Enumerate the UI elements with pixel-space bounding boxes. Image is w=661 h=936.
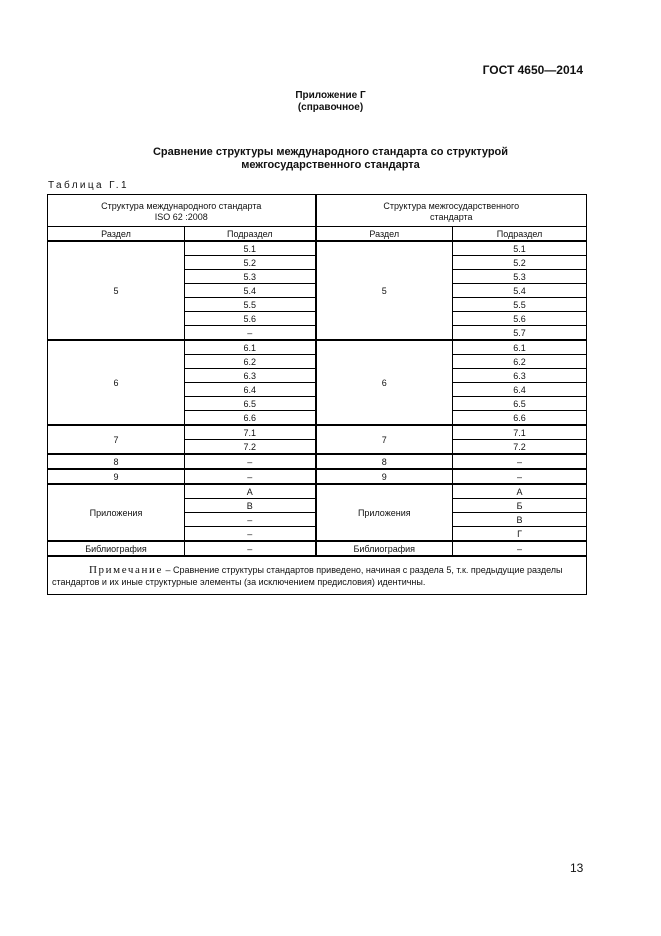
document-title-line2: межгосударственного стандарта bbox=[241, 159, 420, 171]
right-subsection-cell: 5.6 bbox=[453, 312, 587, 326]
table-column-header-row bbox=[48, 227, 587, 242]
left-subsection-cell: 6.1 bbox=[185, 340, 316, 355]
right-section-cell: 7 bbox=[316, 425, 453, 454]
right-subsection-cell: – bbox=[453, 541, 587, 556]
table-note-row bbox=[48, 556, 587, 595]
left-subsection-cell: 6.5 bbox=[185, 397, 316, 411]
right-subsection-column-header: Подраздел bbox=[453, 227, 587, 242]
annex-title: Приложение Г bbox=[295, 90, 366, 101]
note-lead: Примечание bbox=[89, 563, 163, 576]
right-subsection-cell: 5.5 bbox=[453, 298, 587, 312]
table-row bbox=[48, 454, 587, 469]
right-section-cell: 5 bbox=[316, 241, 453, 340]
left-subsection-cell: 6.4 bbox=[185, 383, 316, 397]
right-subsection-cell: В bbox=[453, 513, 587, 527]
document-code: ГОСТ 4650—2014 bbox=[482, 63, 583, 77]
left-section-cell: 7 bbox=[48, 425, 185, 454]
table-row bbox=[48, 241, 587, 256]
right-section-cell: 8 bbox=[316, 454, 453, 469]
left-subsection-cell: – bbox=[185, 469, 316, 484]
left-subsection-cell: 7.2 bbox=[185, 440, 316, 455]
left-section-cell: Приложения bbox=[48, 484, 185, 541]
table-header-row bbox=[48, 195, 587, 227]
table-row bbox=[48, 340, 587, 355]
annex-type: (справочное) bbox=[297, 102, 364, 113]
left-subsection-cell: – bbox=[185, 454, 316, 469]
right-subsection-cell: 6.1 bbox=[453, 340, 587, 355]
right-subsection-cell: 7.1 bbox=[453, 425, 587, 440]
left-section-cell: 9 bbox=[48, 469, 185, 484]
right-subsection-cell: 6.6 bbox=[453, 411, 587, 426]
left-subsection-cell: 5.5 bbox=[185, 298, 316, 312]
left-subsection-cell: В bbox=[185, 499, 316, 513]
left-subsection-cell: 6.6 bbox=[185, 411, 316, 426]
right-subsection-cell: Г bbox=[453, 527, 587, 542]
table-row bbox=[48, 484, 587, 499]
left-subsection-cell: 5.4 bbox=[185, 284, 316, 298]
right-subsection-cell: 5.1 bbox=[453, 241, 587, 256]
table-label: Таблица Г.1 bbox=[48, 180, 129, 191]
right-section-column-header: Раздел bbox=[316, 227, 453, 242]
left-header-line2: ISO 62 :2008 bbox=[154, 211, 208, 222]
right-subsection-cell: А bbox=[453, 484, 587, 499]
left-subsection-cell: 6.3 bbox=[185, 369, 316, 383]
left-subsection-cell: 5.6 bbox=[185, 312, 316, 326]
right-subsection-cell: 5.7 bbox=[453, 326, 587, 341]
right-subsection-cell: 5.4 bbox=[453, 284, 587, 298]
left-section-cell: 8 bbox=[48, 454, 185, 469]
right-subsection-cell: 6.5 bbox=[453, 397, 587, 411]
left-subsection-cell: 6.2 bbox=[185, 355, 316, 369]
annex-heading bbox=[0, 90, 661, 114]
left-subsection-column-header: Подраздел bbox=[185, 227, 316, 242]
right-subsection-cell: 6.2 bbox=[453, 355, 587, 369]
left-section-cell: Библиография bbox=[48, 541, 185, 556]
comparison-table bbox=[47, 194, 587, 595]
left-section-cell: 5 bbox=[48, 241, 185, 340]
left-subsection-cell: 5.3 bbox=[185, 270, 316, 284]
document-title bbox=[0, 146, 661, 172]
left-section-column-header: Раздел bbox=[48, 227, 185, 242]
left-subsection-cell: – bbox=[185, 513, 316, 527]
right-subsection-cell: 6.3 bbox=[453, 369, 587, 383]
right-section-cell: Библиография bbox=[316, 541, 453, 556]
left-section-cell: 6 bbox=[48, 340, 185, 425]
right-subsection-cell: – bbox=[453, 454, 587, 469]
left-subsection-cell: 5.1 bbox=[185, 241, 316, 256]
page-number: 13 bbox=[570, 861, 584, 875]
table-row bbox=[48, 541, 587, 556]
right-header-line2: стандарта bbox=[429, 211, 473, 222]
table-row bbox=[48, 425, 587, 440]
left-subsection-cell: – bbox=[185, 326, 316, 341]
left-subsection-cell: 5.2 bbox=[185, 256, 316, 270]
right-subsection-cell: 5.2 bbox=[453, 256, 587, 270]
left-subsection-cell: – bbox=[185, 541, 316, 556]
left-subsection-cell: – bbox=[185, 527, 316, 542]
table-row bbox=[48, 469, 587, 484]
right-subsection-cell: 5.3 bbox=[453, 270, 587, 284]
right-section-cell: 6 bbox=[316, 340, 453, 425]
document-title-line1: Сравнение структуры международного стандарта со структурой bbox=[152, 146, 509, 158]
note-text: – Сравнение структуры стандартов приведено, начиная с раздела 5, т.к. предыдущие разделы стандартов и их иные структурные элементы (за исключением предисловия) идентичны. bbox=[52, 564, 563, 587]
right-section-cell: 9 bbox=[316, 469, 453, 484]
right-section-cell: Приложения bbox=[316, 484, 453, 541]
left-subsection-cell: А bbox=[185, 484, 316, 499]
left-header-line1: Структура международного стандарта bbox=[101, 200, 262, 211]
left-subsection-cell: 7.1 bbox=[185, 425, 316, 440]
table-note bbox=[48, 556, 587, 595]
right-subsection-cell: 6.4 bbox=[453, 383, 587, 397]
right-subsection-cell: 7.2 bbox=[453, 440, 587, 455]
left-structure-header bbox=[48, 195, 316, 227]
right-header-line1: Структура межгосударственного bbox=[383, 200, 520, 211]
right-subsection-cell: – bbox=[453, 469, 587, 484]
right-structure-header bbox=[316, 195, 587, 227]
right-subsection-cell: Б bbox=[453, 499, 587, 513]
